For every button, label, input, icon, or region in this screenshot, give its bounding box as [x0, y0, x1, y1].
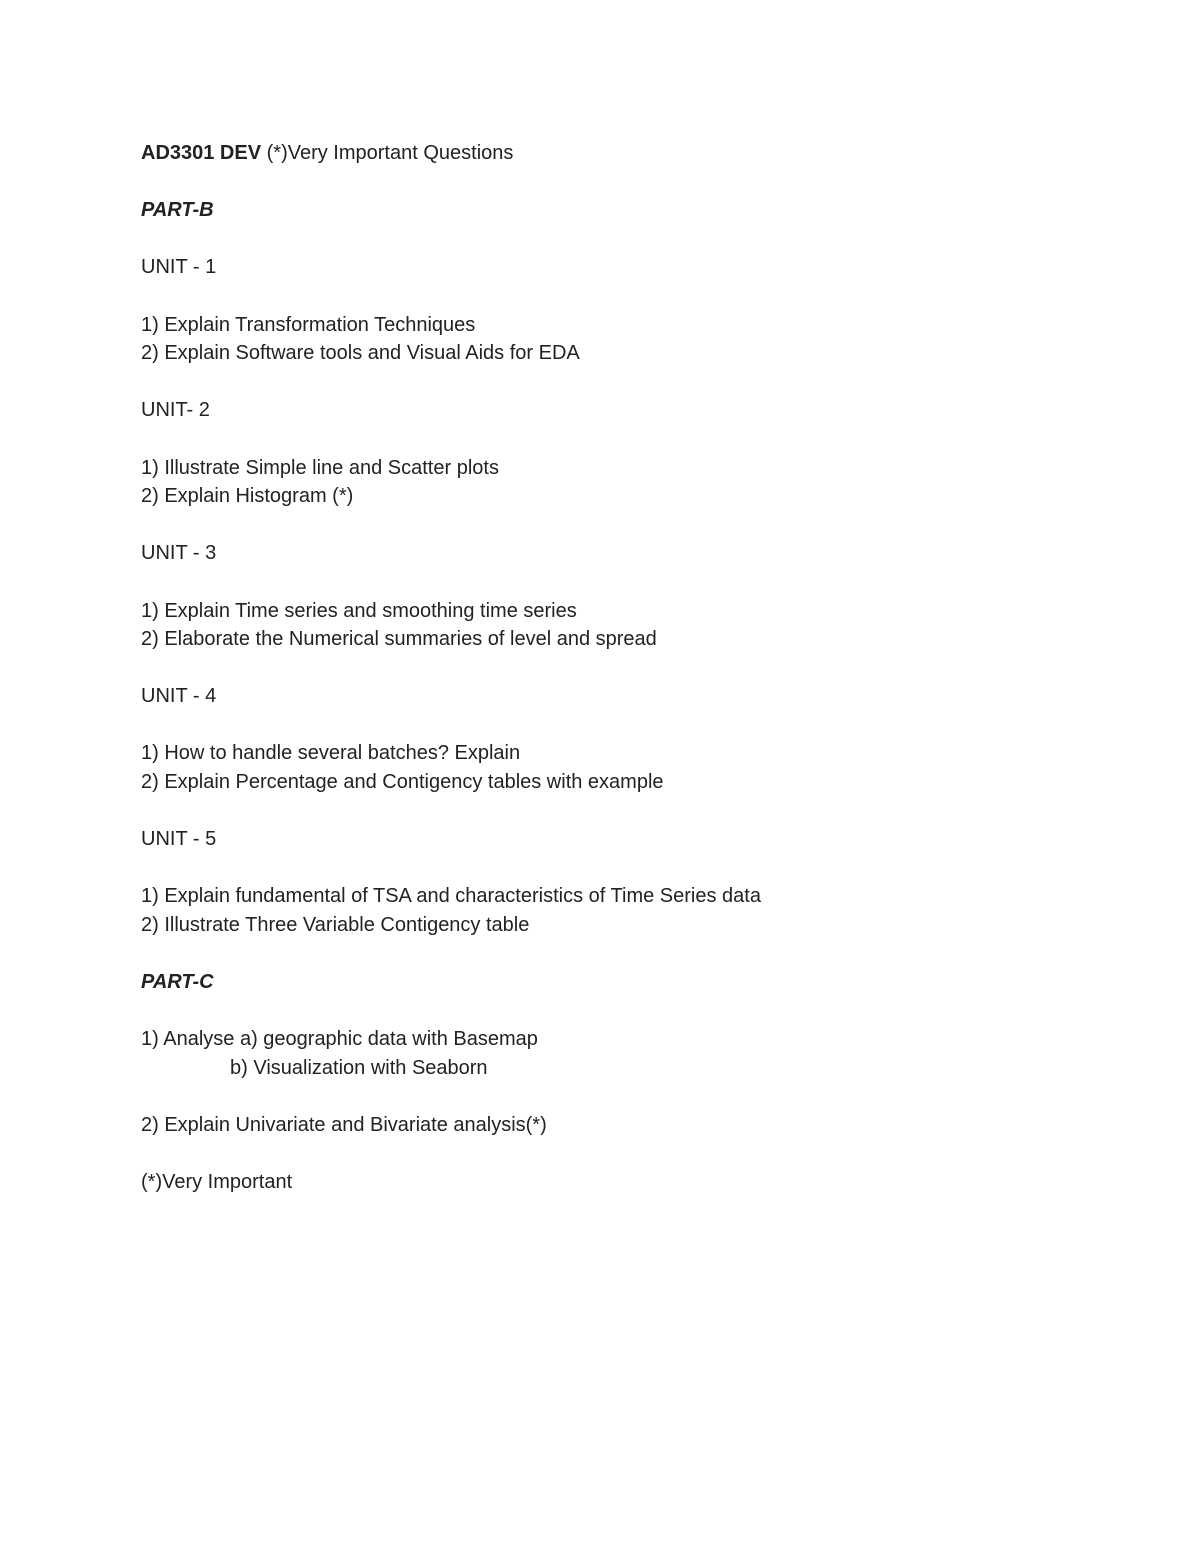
part-b-heading: PART-B — [141, 199, 214, 222]
unit-1-question-1: 1) Explain Transformation Techniques — [141, 313, 476, 336]
unit-3-question-2: 2) Elaborate the Numerical summaries of level and spread — [141, 628, 657, 651]
part-c-question-1-line-1: 1) Analyse a) geographic data with Basemap — [141, 1028, 538, 1051]
unit-3-question-1: 1) Explain Time series and smoothing time series — [141, 599, 577, 622]
title-subtitle: (*)Very Important Questions — [261, 142, 514, 164]
footer-note: (*)Very Important — [141, 1171, 293, 1194]
unit-1-label: UNIT - 1 — [141, 256, 217, 279]
unit-2-question-1: 1) Illustrate Simple line and Scatter plots — [141, 456, 499, 479]
unit-4-label: UNIT - 4 — [141, 685, 217, 708]
course-code: AD3301 DEV — [141, 142, 262, 164]
unit-2-label: UNIT- 2 — [141, 399, 210, 422]
part-c-question-2: 2) Explain Univariate and Bivariate analysis(*) — [141, 1114, 547, 1137]
unit-1-question-2: 2) Explain Software tools and Visual Aids for EDA — [141, 342, 580, 365]
unit-4-question-2: 2) Explain Percentage and Contigency tables with example — [141, 771, 664, 794]
unit-4-question-1: 1) How to handle several batches? Explain — [141, 742, 521, 765]
unit-5-label: UNIT - 5 — [141, 828, 217, 851]
part-c-question-1-line-2: b) Visualization with Seaborn — [230, 1057, 488, 1079]
part-c-heading: PART-C — [141, 971, 214, 994]
unit-3-label: UNIT - 3 — [141, 542, 217, 565]
document-title — [141, 139, 1101, 168]
unit-5-question-1: 1) Explain fundamental of TSA and characteristics of Time Series data — [141, 885, 761, 908]
unit-5-question-2: 2) Illustrate Three Variable Contigency table — [141, 914, 530, 937]
unit-2-question-2: 2) Explain Histogram (*) — [141, 485, 354, 508]
document-body — [141, 139, 1101, 1197]
